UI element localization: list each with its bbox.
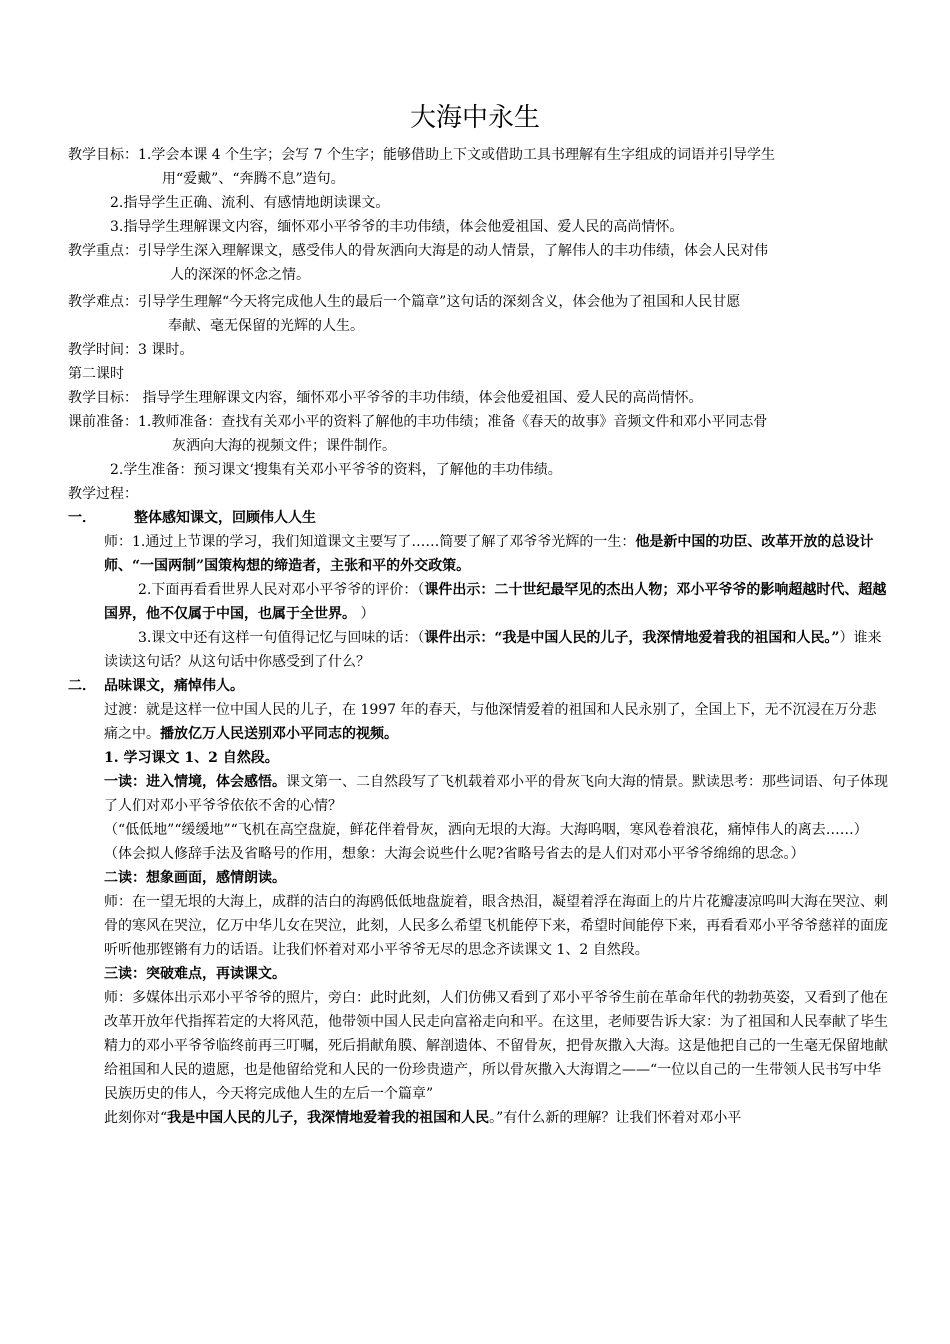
difficulty-line2: 奉献、毫无保留的光辉的人生。 — [168, 318, 364, 334]
key-point-line1: 教学重点：引导学生深入理解课文，感受伟人的骨灰洒向大海是的动人情景，了解伟人的丰功伟绩，体会人民对伟 — [68, 243, 768, 259]
objectives-line2: 用“爱戴”、“奔腾不息”造句。 — [162, 171, 345, 187]
objectives-item3: 3.指导学生理解课文内容，缅怀邓小平爷爷的丰功伟绩，体会他爱祖国、爱人民的高尚情怀。 — [110, 219, 684, 235]
lesson-heading: 第二课时 — [68, 366, 124, 382]
read2-text: 师：在一望无垠的大海上，成群的洁白的海鸥低低地盘旋着，眼含热泪，凝望着浮在海面上的片片花瓣凄凉呜叫大海在哭泣、刺骨的寒风在哭泣，亿万中华儿女在哭泣，此刻，人民多么希望飞机能停下来，希望时间能停下来，再看看邓小平爷爷慈祥的面庞听听他那铿锵有力的话语。让我们怀着对邓小平爷爷无尽的思念齐读课文 1、2 自然段。 — [104, 894, 888, 958]
read2-label: 二读：想象画面，感情朗读。 — [104, 870, 286, 886]
objectives-item2: 2.指导学生正确、流利、有感情地朗读课文。 — [110, 195, 390, 211]
process-label: 教学过程： — [68, 486, 138, 502]
section1-para1: 师：1.通过上节课的学习，我们知道课文主要写了……简要了解了邓爷爷光辉的一生：他是新中国的功臣、改革开放的总设计师、“一国两制”国策构想的缔造者，主张和平的外交政策。 — [104, 534, 874, 574]
teaching-time: 教学时间：3 课时。 — [68, 342, 194, 358]
read1-paragraph: 一读：进入情境，体会感悟。课文第一、二自然段写了飞机载着邓小平的骨灰飞向大海的情景。默读思考：那些词语、句子体现了人们对邓小平爷爷依依不舍的心情？ — [104, 774, 888, 814]
prep-line3: 2.学生准备：预习课文‘搜集有关邓小平爷爷的资料，了解他的丰功伟绩。 — [110, 462, 562, 478]
section2-heading: 二． 品味课文，痛悼伟人。 — [68, 678, 244, 694]
prep-line1: 课前准备：1.教师准备：查找有关邓小平的资料了解他的丰功伟绩；准备《春天的故事》音频文件和邓小平同志骨 — [68, 414, 768, 430]
document-title: 大海中永生 — [409, 103, 540, 133]
lesson-objective: 教学目标： 指导学生理解课文内容，缅怀邓小平爷爷的丰功伟绩，体会他爱祖国、爱人民的高尚情怀。 — [68, 390, 703, 406]
section1-para2: 2.下面再看看世界人民对邓小平爷爷的评价：（课件出示：二十世纪最罕见的杰出人物；邓小平爷爷的影响超越时代、超越国界，他不仅属于中国，也属于全世界。 ） — [104, 582, 887, 622]
last-line: 此刻你对“我是中国人民的儿子，我深情地爱着我的祖国和人民。”有什么新的理解？让我们怀着对邓小平 — [104, 1110, 742, 1126]
read1-note: （“低低地”“缓缓地”“飞机在高空盘旋，鲜花伴着骨灰，洒向无垠的大海。大海呜咽，寒风卷着浪花，痛悼伟人的离去……）（体会拟人修辞手法及省略号的作用，想象：大海会说些什么呢?省略号省去的是人们对邓小平爷爷绵绵的思念。） — [104, 822, 868, 862]
read3-text: 师：多媒体出示邓小平爷爷的照片，旁白：此时此刻，人们仿佛又看到了邓小平爷爷生前在革命年代的勃勃英姿，又看到了他在改革开放年代指挥若定的大将风范，他带领中国人民走向富裕走向和平。在这里，老师要告诉大家：为了祖国和人民奉献了毕生精力的邓小平爷爷临终前再三叮嘱，死后捐献角膜、解剖遗体、不留骨灰，把骨灰撒入大海。这是他把自己的一生毫无保留地献给祖国和人民的遗愿，也是他留给党和人民的一份珍贵遗产，所以骨灰撒入大海谓之——“一位以自己的一生带领人民书写中华民族历史的伟人，今天将完成他人生的左后一个篇章” — [104, 990, 888, 1102]
read3-label: 三读：突破难点，再读课文。 — [104, 966, 286, 982]
section1-heading: 一． 整体感知课文，回顾伟人人生 — [68, 510, 316, 526]
section1-para3: 3.课文中还有这样一句值得记忆与回味的话：（课件出示：“我是中国人民的儿子，我深情地爱着我的祖国和人民。”）谁来读读这句话？从这句话中你感受到了什么？ — [104, 630, 882, 670]
section2-transition: 过渡：就是这样一位中国人民的儿子，在 1997 年的春天，与他深情爱着的祖国和人民永别了，全国上下，无不沉浸在万分悲痛之中。播放亿万人民送别邓小平同志的视频。 — [104, 702, 877, 742]
key-point-line2: 人的深深的怀念之情。 — [170, 267, 310, 283]
prep-line2: 灰洒向大海的视频文件；课件制作。 — [172, 438, 396, 454]
objectives-line1: 教学目标：1.学会本课 4 个生字；会写 7 个生字；能够借助上下文或借助工具书理解有生字组成的词语并引导学生 — [68, 147, 775, 163]
document-body — [68, 0, 888, 1130]
section2-sub1: 1. 学习课文 1、2 自然段。 — [104, 750, 279, 766]
difficulty-line1: 教学难点：引导学生理解“今天将完成他人生的最后一个篇章”这句话的深刻含义，体会他为了祖国和人民甘愿 — [68, 294, 741, 310]
